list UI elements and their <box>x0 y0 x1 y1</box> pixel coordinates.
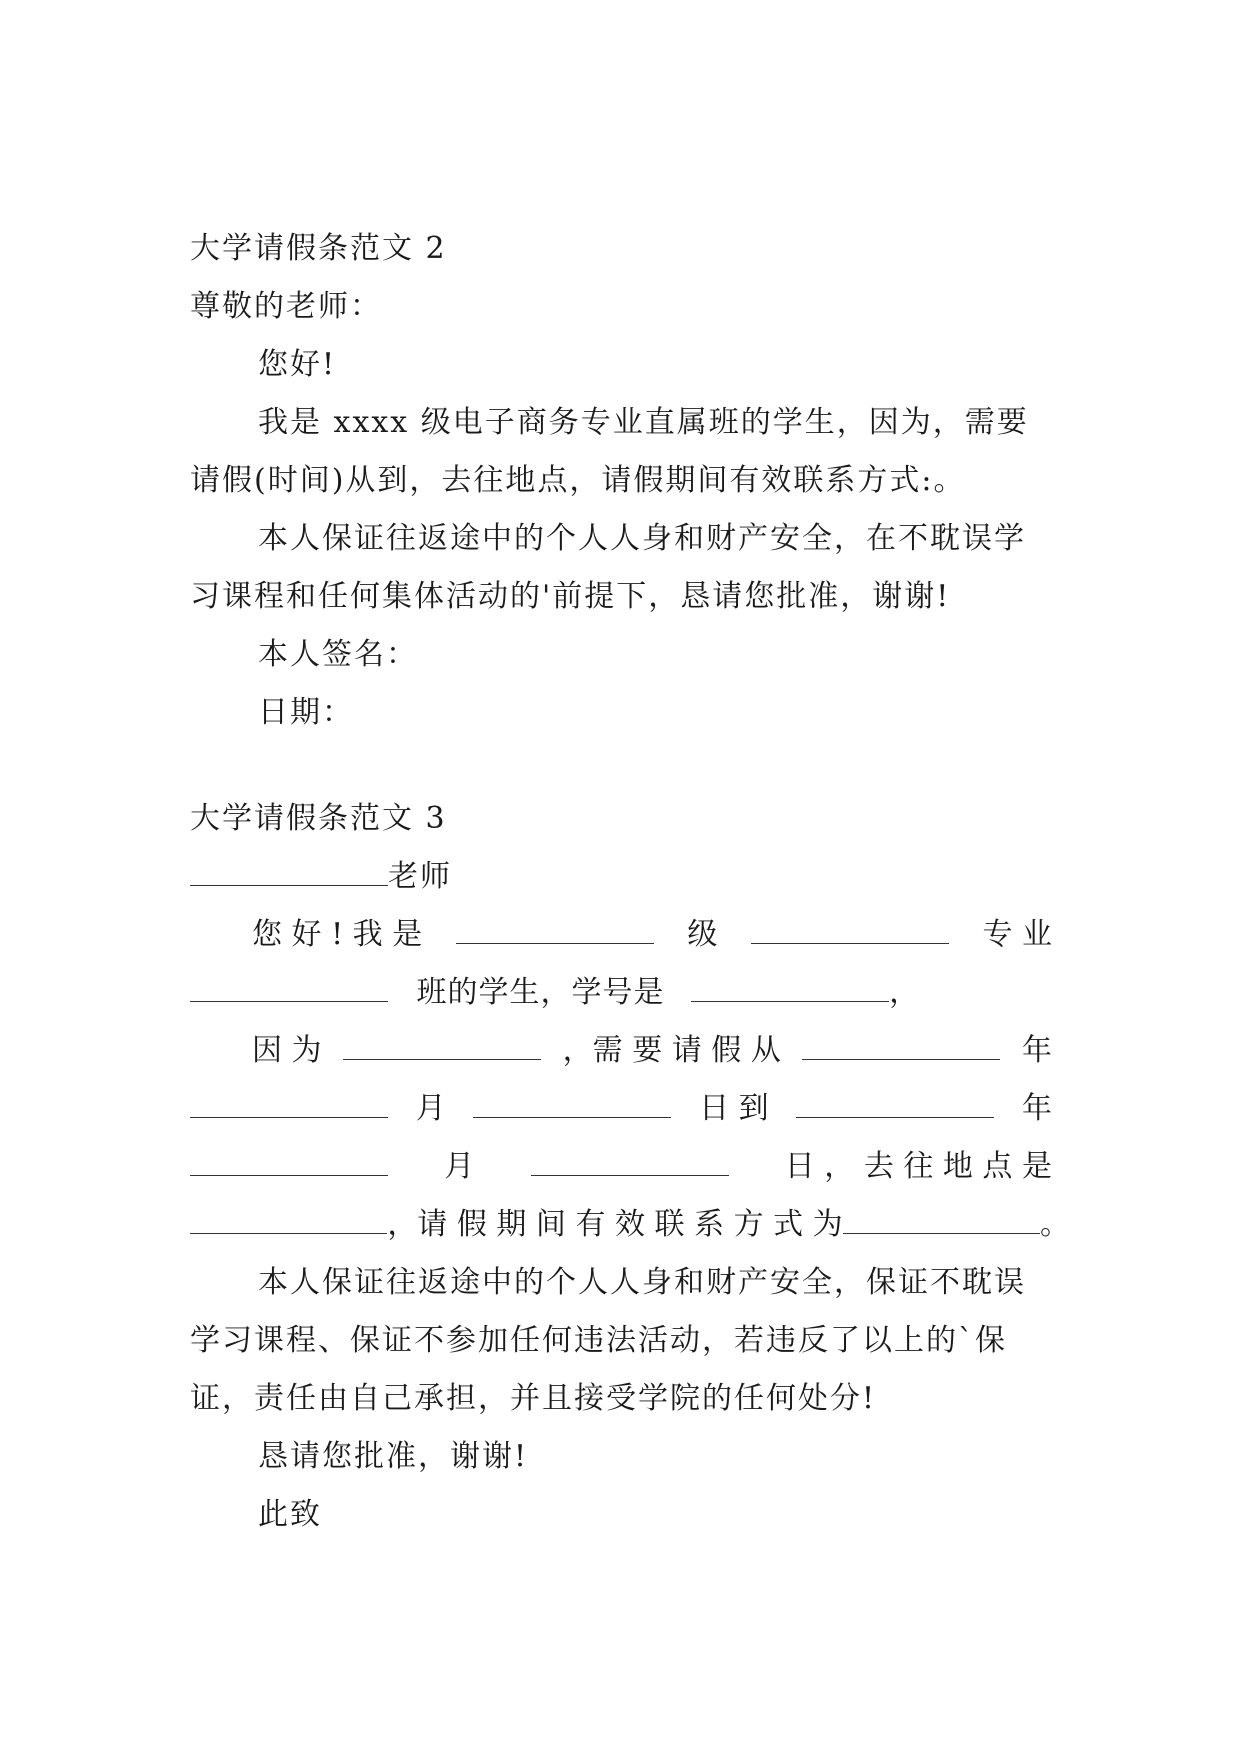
form-row <box>190 1080 1052 1138</box>
form-text: ， <box>889 975 921 1010</box>
greeting: 您好! <box>258 347 337 382</box>
body-paragraph-line: 习课程和任何集体活动的'前提下，恳请您批准，谢谢! <box>190 579 951 614</box>
body-paragraph-line: 证，责任由自己承担，并且接受学院的任何处分! <box>190 1381 877 1416</box>
blank-field <box>751 913 949 944</box>
closing-line: 此致 <box>258 1497 322 1532</box>
blank-field <box>802 1029 1000 1060</box>
blank-field <box>531 1145 729 1176</box>
form-row <box>190 1022 1052 1080</box>
body-paragraph-line: 请假(时间)从到，去往地点，请假期间有效联系方式:。 <box>190 463 966 498</box>
blank-field <box>343 1029 541 1060</box>
form-row <box>190 964 1052 1022</box>
blank-field <box>456 913 654 944</box>
form-text: 月 <box>415 1091 446 1126</box>
form-text: 您 好 ! 我 是 <box>252 917 423 952</box>
form-text: 月 <box>444 1149 475 1184</box>
teacher-suffix: 老师 <box>388 859 452 894</box>
form-text: ，需 要 请 假 从 <box>562 1033 781 1068</box>
form-text: 年 <box>1021 1091 1052 1126</box>
form-text: ，请 假 期 间 有 效 联 系 方 式 为 <box>387 1207 843 1242</box>
blank-field <box>473 1087 671 1118</box>
form-text: 因 为 <box>252 1033 322 1068</box>
salutation: 尊敬的老师： <box>190 289 382 324</box>
form-row <box>190 906 1052 964</box>
blank-field <box>190 1203 387 1234</box>
body-paragraph-line: 本人保证往返途中的个人人身和财产安全，保证不耽误 <box>258 1265 1026 1300</box>
blank-field <box>796 1087 994 1118</box>
section-gap <box>190 742 1052 790</box>
blank-field <box>190 971 388 1002</box>
signature-label: 本人签名： <box>258 637 418 672</box>
date-label: 日期： <box>258 695 354 730</box>
form-text: 日 ， 去 往 地 点 是 <box>784 1149 1052 1184</box>
blank-field <box>190 1145 388 1176</box>
form-text: 年 <box>1021 1033 1052 1068</box>
document-page <box>190 220 1070 1544</box>
form-text: 班的学生，学号是 <box>416 975 665 1010</box>
form-text: 日 到 <box>699 1091 769 1126</box>
form-text: 。 <box>1040 1207 1070 1242</box>
form-text: 级 <box>687 917 718 952</box>
body-paragraph-line: 我是 xxxx 级电子商务专业直属班的学生，因为，需要 <box>258 405 1029 440</box>
section-title: 大学请假条范文 2 <box>190 231 447 266</box>
blank-field <box>691 971 889 1002</box>
section-title: 大学请假条范文 3 <box>190 801 447 836</box>
form-text: 专 业 <box>982 917 1052 952</box>
body-paragraph-line: 学习课程、保证不参加任何违法活动，若违反了以上的`保 <box>190 1323 1007 1358</box>
body-paragraph-line: 本人保证往返途中的个人人身和财产安全，在不耽误学 <box>258 521 1026 556</box>
teacher-line <box>190 848 1052 906</box>
form-row <box>190 1196 1070 1254</box>
blank-field <box>843 1203 1040 1234</box>
blank-field <box>190 855 388 886</box>
blank-field <box>190 1087 388 1118</box>
closing-line: 恳请您批准，谢谢! <box>258 1439 529 1474</box>
form-row <box>190 1138 1052 1196</box>
